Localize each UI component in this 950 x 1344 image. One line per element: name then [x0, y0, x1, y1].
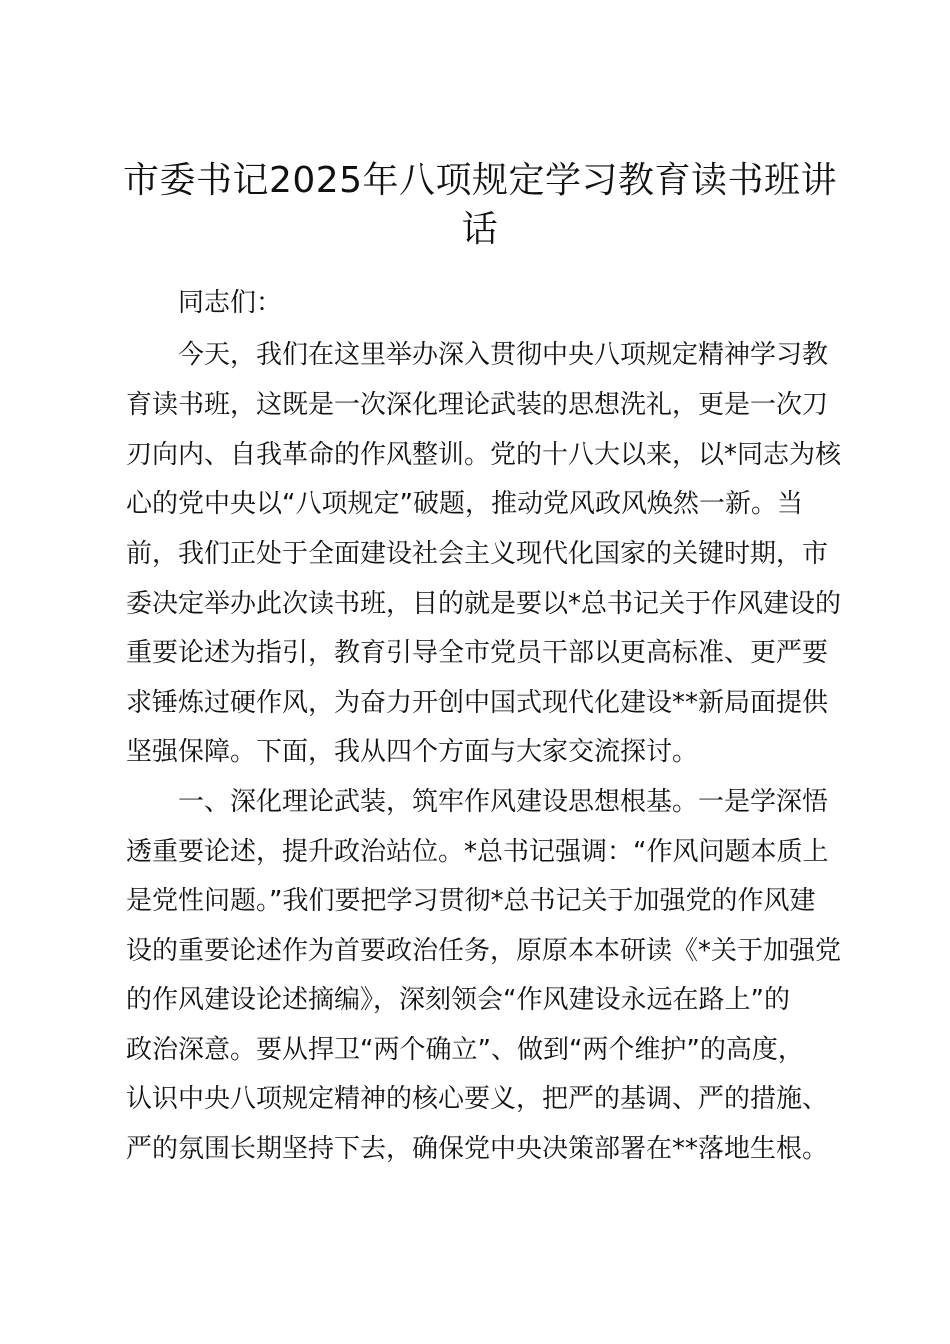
- paragraph-1-line-8: 求锤炼过硬作风，为奋力开创中国式现代化建设**新局面提供: [126, 688, 829, 718]
- paragraph-1-line-1: 今天，我们在这里举办深入贯彻中央八项规定精神学习教: [178, 340, 829, 370]
- paragraph-1-line-2: 育读书班，这既是一次深化理论武装的思想洗礼，更是一次刀: [126, 390, 829, 420]
- paragraph-2-line-5: 的作风建设论述摘编》，深刻领会“作风建设永远在路上”的: [126, 985, 790, 1015]
- salutation: 同志们：: [178, 288, 283, 318]
- document-title-line-1: 市委书记2025年八项规定学习教育读书班讲: [122, 160, 838, 201]
- paragraph-1-line-3: 刃向内、自我革命的作风整训。党的十八大以来，以*同志为核: [126, 440, 842, 470]
- paragraph-1-line-7: 重要论述为指引，教育引导全市党员干部以更高标准、更严要: [126, 638, 829, 668]
- paragraph-2-line-4: 设的重要论述作为首要政治任务，原原本本研读《*关于加强党: [126, 936, 842, 966]
- paragraph-2-line-2: 透重要论述，提升政治站位。*总书记强调：“作风问题本质上: [126, 837, 829, 867]
- paragraph-2-line-3: 是党性问题。”我们要把学习贯彻*总书记关于加强党的作风建: [126, 886, 816, 916]
- paragraph-2-line-6: 政治深意。要从捍卫“两个确立”、做到“两个维护”的高度，: [126, 1035, 804, 1065]
- document-title-line-2: 话: [461, 209, 499, 250]
- paragraph-2-line-8: 严的氛围长期坚持下去，确保党中央决策部署在**落地生根。: [126, 1134, 829, 1164]
- paragraph-2-line-7: 认识中央八项规定精神的核心要义，把严的基调、严的措施、: [126, 1084, 829, 1114]
- paragraph-1-line-5: 前，我们正处于全面建设社会主义现代化国家的关键时期，市: [126, 539, 829, 569]
- paragraph-2-line-1: 一、深化理论武装，筑牢作风建设思想根基。一是学深悟: [178, 787, 829, 817]
- paragraph-1-line-9: 坚强保障。下面，我从四个方面与大家交流探讨。: [126, 737, 699, 767]
- paragraph-1-line-4: 心的党中央以“八项规定”破题，推动党风政风焕然一新。当: [126, 489, 803, 519]
- paragraph-1-line-6: 委决定举办此次读书班，目的就是要以*总书记关于作风建设的: [126, 589, 842, 619]
